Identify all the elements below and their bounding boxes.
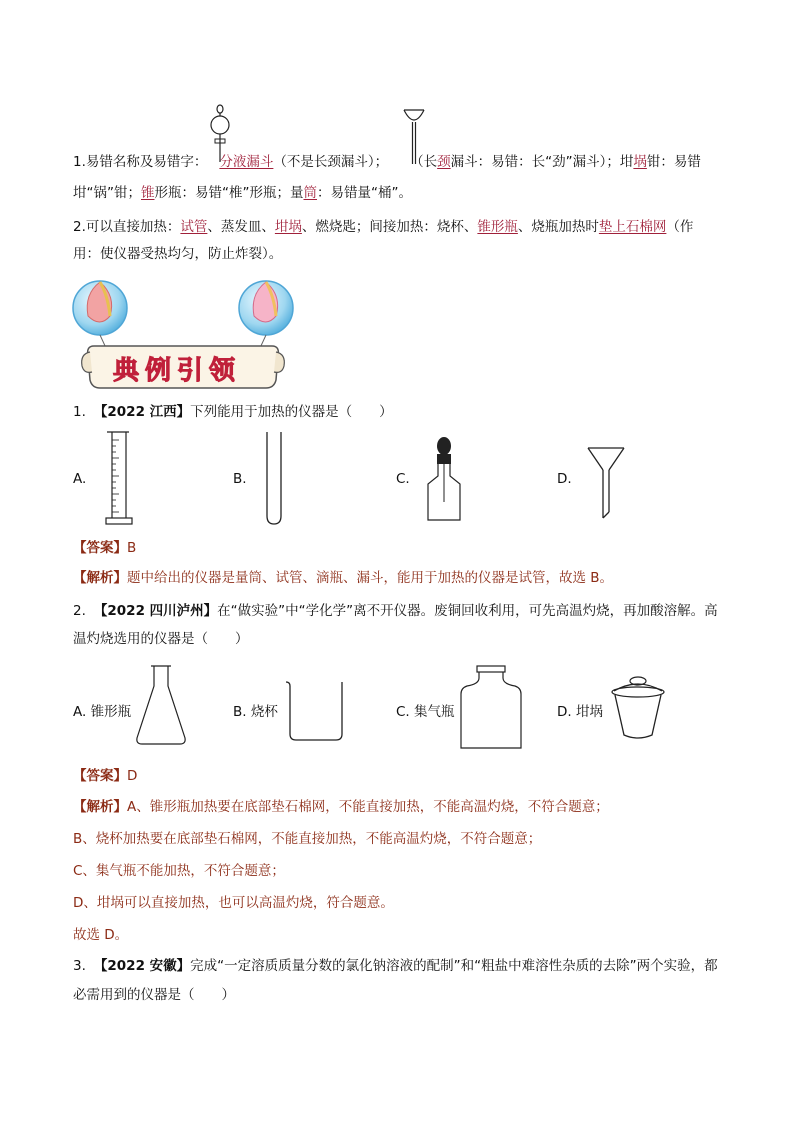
q1-option-a: A. bbox=[73, 471, 87, 487]
q1-option-d: D. bbox=[557, 471, 572, 487]
q1-option-c: C. bbox=[396, 471, 410, 487]
tips-line-3: 2.可以直接加热：试管、蒸发皿、坩埚、燃烧匙；间接加热：烧杯、锥形瓶、烧瓶加热时垫上石棉网（作 bbox=[73, 219, 694, 235]
beaker-icon bbox=[284, 678, 348, 742]
tips-line-1: 1.易错名称及易错字： 分液漏斗（不是长颈漏斗）； （长颈漏斗：易错：长“劲”漏斗）；坩埚钳：易错 bbox=[73, 154, 701, 170]
conical-flask-icon bbox=[134, 664, 188, 748]
q2-option-c: C. 集气瓶 bbox=[396, 704, 455, 720]
tips-line-4: 用：使仪器受热均匀，防止炸裂）。 bbox=[73, 246, 283, 262]
q1-stem: 1. 【2022 江西】下列能用于加热的仪器是（ ） bbox=[73, 404, 393, 420]
fenye-funnel-term: 分液漏斗 bbox=[219, 154, 274, 170]
q2-stem-line-1: 2. 【2022 四川泸州】在“做实验”中“学化学”离不开仪器。废铜回收利用，可先高温灼烧，再加酸溶解。高 bbox=[73, 603, 718, 619]
funnel-icon bbox=[586, 446, 626, 526]
q1-analysis: 【解析】题中给出的仪器是量筒、试管、滴瓶、漏斗，能用于加热的仪器是试管，故选 B。 bbox=[73, 570, 614, 586]
q2-analysis-line-4: D、坩埚可以直接加热，也可以高温灼烧，符合题意。 bbox=[73, 895, 394, 911]
q2-analysis-line-5: 故选 D。 bbox=[73, 927, 129, 943]
crucible-icon bbox=[610, 675, 666, 741]
tips-line-2: 坩“锅”钳；锥形瓶：易错“椎”形瓶；量筒：易错量“桶”。 bbox=[73, 185, 412, 201]
graduated-cylinder-icon bbox=[104, 430, 134, 526]
dropper-bottle-icon bbox=[424, 436, 464, 526]
q3-stem-line-1: 3. 【2022 安徽】完成“一定溶质质量分数的氯化钠溶液的配制”和“粗盐中难溶性杂质的去除”两个实验，都 bbox=[73, 958, 718, 974]
q2-option-d: D. 坩埚 bbox=[557, 704, 603, 720]
long-neck-funnel-icon bbox=[402, 108, 426, 168]
q2-answer: 【答案】D bbox=[73, 768, 138, 784]
test-tube-icon bbox=[264, 430, 284, 526]
q3-stem-line-2: 必需用到的仪器是（ ） bbox=[73, 987, 235, 1003]
q2-option-a: A. 锥形瓶 bbox=[73, 704, 132, 720]
banner-title: 典例引领 bbox=[113, 356, 242, 386]
q2-analysis-line-1: 【解析】A、锥形瓶加热要在底部垫石棉网，不能直接加热，不能高温灼烧，不符合题意； bbox=[73, 799, 609, 815]
q2-analysis-line-2: B、烧杯加热要在底部垫石棉网，不能直接加热，不能高温灼烧，不符合题意； bbox=[73, 831, 542, 847]
q1-option-b: B. bbox=[233, 471, 247, 487]
q2-analysis-line-3: C、集气瓶不能加热，不符合题意； bbox=[73, 863, 285, 879]
separatory-funnel-icon bbox=[210, 104, 230, 164]
q2-stem-line-2: 温灼烧选用的仪器是（ ） bbox=[73, 631, 249, 647]
q2-option-b: B. 烧杯 bbox=[233, 704, 278, 720]
gas-jar-icon bbox=[459, 664, 523, 750]
q1-answer: 【答案】B bbox=[73, 540, 137, 556]
